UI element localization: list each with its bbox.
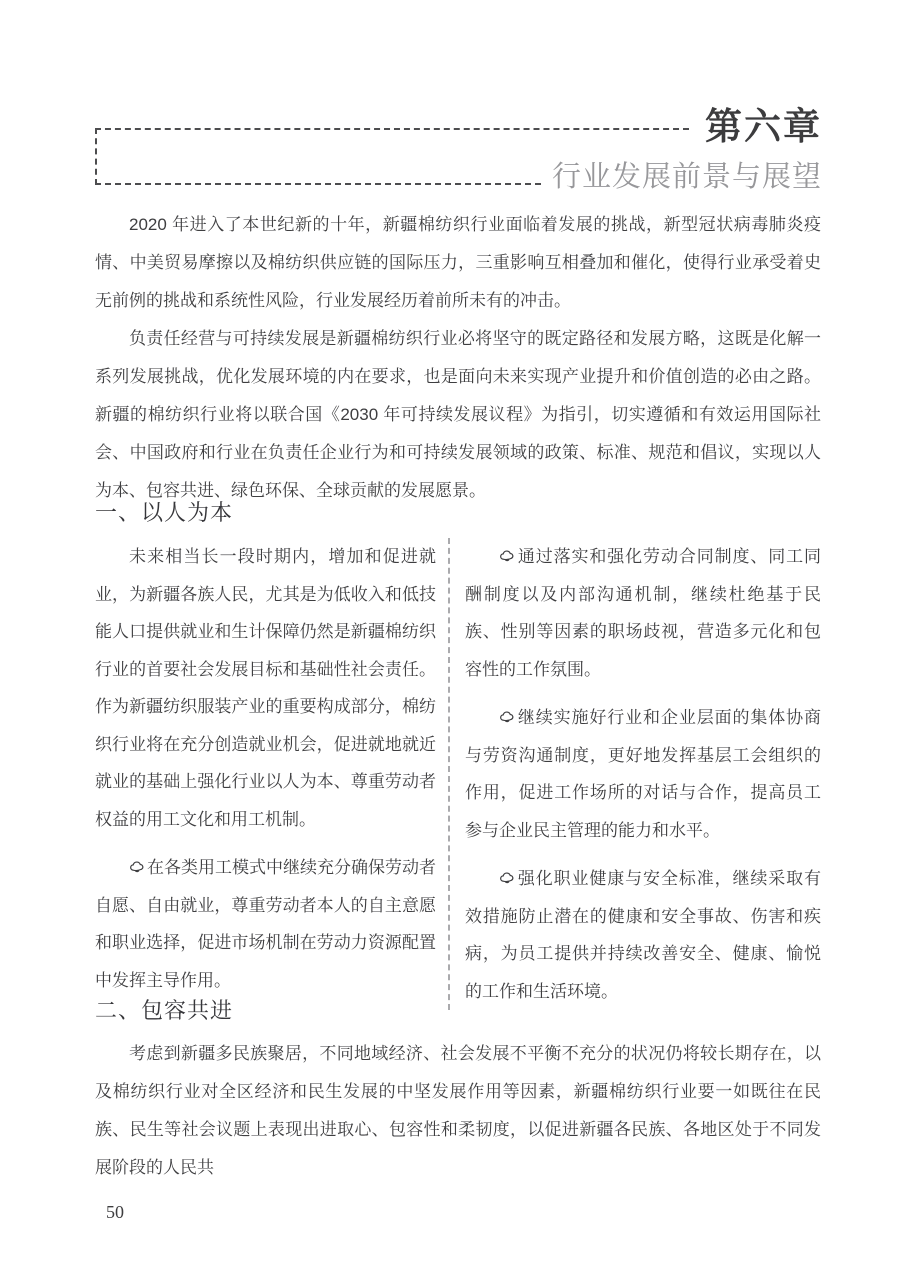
section-2-heading: 二、包容共进 — [95, 998, 234, 1023]
intro-block — [95, 206, 821, 510]
chapter-title: 行业发展前景与展望 — [551, 161, 822, 193]
right-bullet-2 — [465, 699, 821, 849]
left-column — [95, 538, 436, 1010]
chapter-number: 第六章 — [705, 106, 822, 147]
left-column-intro: 未来相当长一段时期内，增加和促进就业，为新疆各族人民，尤其是为低收入和低技能人口提供就业和生计保障仍然是新疆棉纺织行业的首要社会发展目标和基础性社会责任。作为新疆纺织服装产业的重要构成部分，棉纺织行业将在充分创造就业机会，促进就地就近就业的基础上强化行业以人为本、尊重劳动者权益的用工文化和用工机制。 — [95, 547, 436, 829]
cotton-boll-icon — [499, 872, 515, 885]
section-1-heading: 一、以人为本 — [95, 500, 234, 525]
cotton-boll-icon — [499, 550, 515, 563]
intro-paragraph-1: 2020 年进入了本世纪新的十年，新疆棉纺织行业面临着发展的挑战，新型冠状病毒肺炎疫情、中美贸易摩擦以及棉纺织供应链的国际压力，三重影响互相叠加和催化，使得行业承受着史无前例的挑战和系统性风险，行业发展经历着前所未有的冲击。 — [95, 215, 821, 310]
right-bullet-3 — [465, 860, 821, 1010]
section-2-block — [95, 1035, 821, 1187]
right-bullet-2-text: 继续实施好行业和企业层面的集体协商与劳资沟通制度，更好地发挥基层工会组织的作用，促进工作场所的对话与合作，提高员工参与企业民主管理的能力和水平。 — [465, 708, 821, 840]
section-2-paragraph: 考虑到新疆多民族聚居，不同地域经济、社会发展不平衡不充分的状况仍将较长期存在，以及棉纺织行业对全区经济和民生发展的中坚发展作用等因素，新疆棉纺织行业要一如既往在民族、民生等社会议题上表现出进取心、包容性和柔韧度，以促进新疆各民族、各地区处于不同发展阶段的人民共 — [95, 1044, 821, 1177]
section-1-columns — [95, 538, 821, 1010]
cotton-boll-icon — [499, 711, 515, 724]
chapter-header-dashed-underline — [95, 183, 541, 185]
left-bullet-1 — [95, 849, 436, 999]
right-bullet-3-text: 强化职业健康与安全标准，继续采取有效措施防止潜在的健康和安全事故、伤害和疾病，为员工提供并持续改善安全、健康、愉悦的工作和生活环境。 — [465, 869, 821, 1001]
right-bullet-1-text: 通过落实和强化劳动合同制度、同工同酬制度以及内部沟通机制，继续杜绝基于民族、性别等因素的职场歧视，营造多元化和包容性的工作氛围。 — [465, 547, 821, 679]
right-bullet-1 — [465, 538, 821, 688]
left-bullet-1-text: 在各类用工模式中继续充分确保劳动者自愿、自由就业，尊重劳动者本人的自主意愿和职业选择，促进市场机制在劳动力资源配置中发挥主导作用。 — [95, 858, 436, 990]
page-number: 50 — [106, 1202, 124, 1222]
right-column — [450, 538, 821, 1010]
cotton-boll-icon — [129, 861, 145, 874]
intro-paragraph-2: 负责任经营与可持续发展是新疆棉纺织行业必将坚守的既定路径和发展方略，这既是化解一系列发展挑战，优化发展环境的内在要求，也是面向未来实现产业提升和价值创造的必由之路。新疆的棉纺织行业将以联合国《2030 年可持续发展议程》为指引，切实遵循和有效运用国际社会、中国政府和行业在负责任企业行为和可持续发展领域的政策、标准、规范和倡议，实现以人为本、包容共进、绿色环保、全球贡献的发展愿景。 — [95, 329, 821, 500]
